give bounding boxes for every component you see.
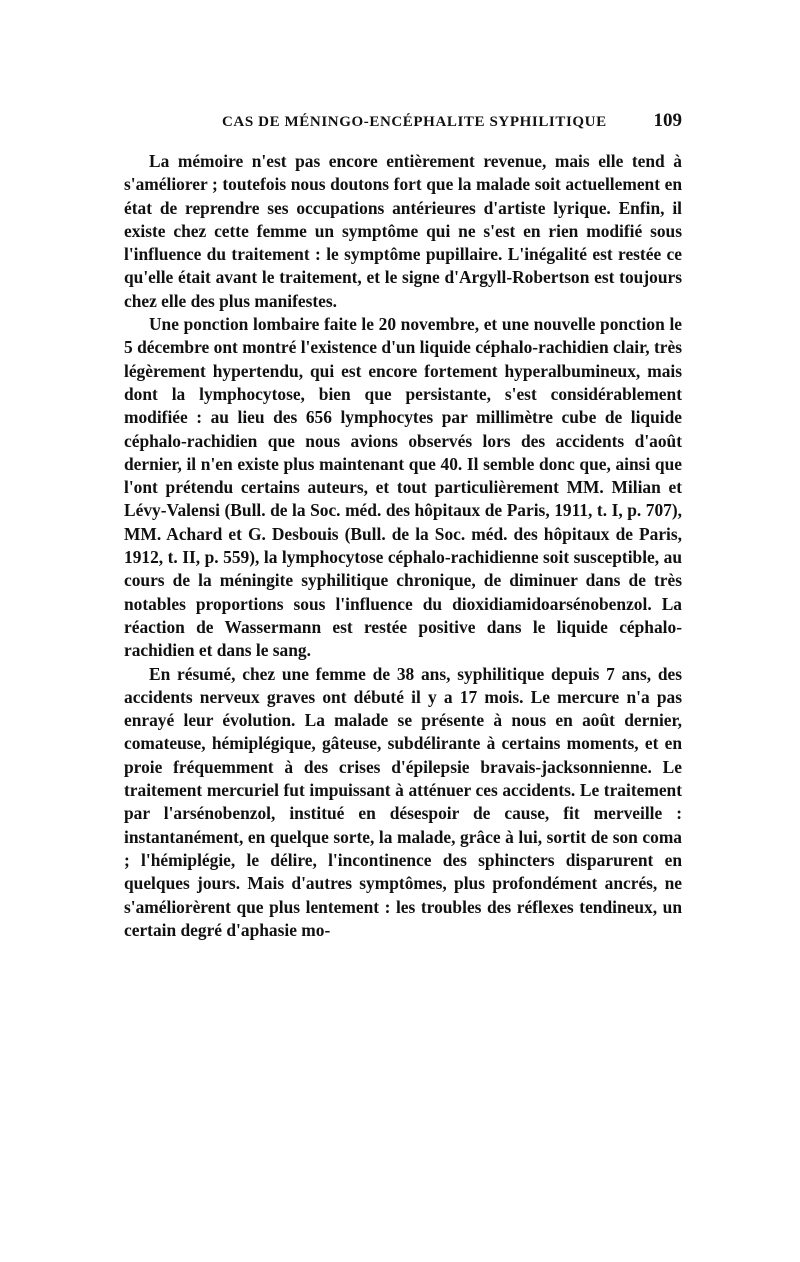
paragraph-memory-and-pupil: La mémoire n'est pas encore entièrement revenue, mais elle tend à s'améliorer ; toutefois nous doutons fort que la malade soit actuellement en état de reprendre ses occupations antérieures d'artiste lyrique. Enfin, il existe chez cette femme un symptôme qui ne s'est en rien modifié sous l'influence du traitement : le symptôme pupillaire. L'inégalité est restée ce qu'elle était avant le traitement, et le signe d'Argyll-Robertson est toujours chez elle des plus manifestes.	[124, 151, 682, 311]
body-text	[124, 150, 682, 942]
running-head	[124, 108, 682, 138]
running-title: CAS DE MÉNINGO-ENCÉPHALITE SYPHILITIQUE	[222, 114, 607, 130]
page-number: 109	[653, 110, 682, 131]
paragraph-lumbar-puncture: Une ponction lombaire faite le 20 novembre, et une nouvelle ponction le 5 décembre ont montré l'existence d'un liquide céphalo-rachidien clair, très légèrement hypertendu, qui est encore fortement hyperalbumineux, mais dont la lymphocytose, bien que persistante, s'est considérablement modifiée : au lieu des 656 lymphocytes par millimètre cube de liquide céphalo-rachidien que nous avions observés lors des accidents d'août dernier, il n'en existe plus maintenant que 40. Il semble donc que, ainsi que l'ont prétendu certains auteurs, et tout particulièrement MM. Milian et Lévy-Valensi (Bull. de la Soc. méd. des hôpitaux de Paris, 1911, t. I, p. 707), MM. Achard et G. Desbouis (Bull. de la Soc. méd. des hôpitaux de Paris, 1912, t. II, p. 559), la lymphocytose céphalo-rachidienne soit susceptible, au cours de la méningite syphilitique chronique, de diminuer dans de très notables proportions sous l'influence du dioxidiamidoarsénobenzol. La réaction de Wassermann est restée positive dans le liquide céphalo-rachidien et dans le sang.	[124, 314, 682, 661]
book-page	[124, 108, 682, 942]
paragraph-summary: En résumé, chez une femme de 38 ans, syphilitique depuis 7 ans, des accidents nerveux graves ont débuté il y a 17 mois. Le mercure n'a pas enrayé leur évolution. La malade se présente à nous en août dernier, comateuse, hémiplégique, gâteuse, subdélirante à certains moments, et en proie fréquemment à des crises d'épilepsie bravais-jacksonnienne. Le traitement mercuriel fut impuissant à atténuer ces accidents. Le traitement par l'arsénobenzol, institué en désespoir de cause, fit merveille : instantanément, en quelque sorte, la malade, grâce à lui, sortit de son coma ; l'hémiplégie, le délire, l'incontinence des sphincters disparurent en quelques jours. Mais d'autres symptômes, plus profondément ancrés, ne s'améliorèrent que plus lentement : les troubles des réflexes tendineux, un certain degré d'aphasie mo-	[124, 663, 682, 940]
